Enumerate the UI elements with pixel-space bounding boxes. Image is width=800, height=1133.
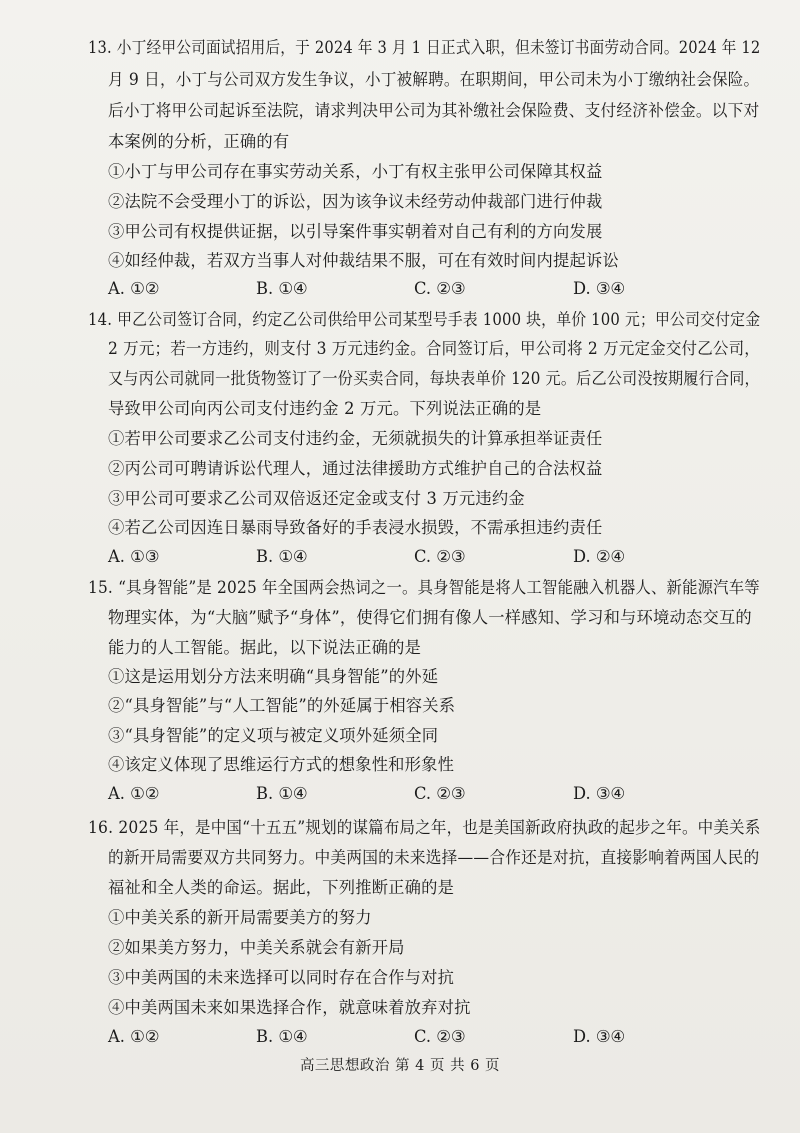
question-15-line-1: 15. “具身智能”是 2025 年全国两会热词之一。具身智能是将人工智能融入机器人、新能源汽车等: [88, 578, 760, 597]
question-13-line-4: 本案例的分析，正确的有: [108, 132, 290, 151]
question-16-option-a: A. ①②: [108, 1027, 160, 1046]
question-14-option-c: C. ②③: [414, 547, 466, 566]
question-14-statement-1: ①若甲公司要求乙公司支付违约金，无须就损失的计算承担举证责任: [108, 429, 603, 448]
question-16-statement-2: ②如果美方努力，中美关系就会有新开局: [108, 938, 405, 957]
question-13-option-b: B. ①④: [256, 279, 308, 298]
question-15-option-c: C. ②③: [414, 784, 466, 803]
question-15-statement-4: ④该定义体现了思维运行方式的想象性和形象性: [108, 755, 455, 774]
question-14-option-d: D. ②④: [573, 547, 626, 566]
question-13-statement-3: ③甲公司有权提供证据，以引导案件事实朝着对自己有利的方向发展: [108, 222, 603, 241]
question-15-option-d: D. ③④: [573, 784, 626, 803]
question-13-statement-1: ①小丁与甲公司存在事实劳动关系，小丁有权主张甲公司保障其权益: [108, 162, 603, 181]
page-footer: 高三思想政治 第 4 页 共 6 页: [299, 1058, 501, 1074]
question-13-line-1: 13. 小丁经甲公司面试招用后，于 2024 年 3 月 1 日正式入职，但未签订书面劳动合同。2024 年 12: [88, 38, 761, 57]
question-15-line-3: 能力的人工智能。据此，以下说法正确的是: [108, 638, 422, 657]
question-14-line-1: 14. 甲乙公司签订合同，约定乙公司供给甲公司某型号手表 1000 块，单价 100 元；甲公司交付定金: [88, 310, 761, 329]
question-15-statement-1: ①这是运用划分方法来明确“具身智能”的外延: [108, 667, 439, 686]
question-14-statement-3: ③甲公司可要求乙公司双倍返还定金或支付 3 万元违约金: [108, 489, 525, 508]
question-13-statement-2: ②法院不会受理小丁的诉讼，因为该争议未经劳动仲裁部门进行仲裁: [108, 192, 603, 211]
question-16-option-d: D. ③④: [573, 1027, 626, 1046]
question-13-line-3: 后小丁将甲公司起诉至法院，请求判决甲公司为其补缴社会保险费、支付经济补偿金。以下对: [108, 101, 760, 120]
question-14-option-a: A. ①③: [108, 547, 160, 566]
question-15-statement-2: ②“具身智能”与“人工智能”的外延属于相容关系: [108, 696, 456, 715]
question-15-option-a: A. ①②: [108, 784, 160, 803]
question-16-statement-3: ③中美两国的未来选择可以同时存在合作与对抗: [108, 968, 455, 987]
question-16-option-c: C. ②③: [414, 1027, 466, 1046]
question-16-line-2: 的新开局需要双方共同努力。中美两国的未来选择——合作还是对抗，直接影响着两国人民的: [108, 848, 760, 867]
question-13-statement-4: ④如经仲裁，若双方当事人对仲裁结果不服，可在有效时间内提起诉讼: [108, 251, 619, 270]
question-13-line-2: 月 9 日，小丁与公司双方发生争议，小丁被解聘。在职期间，甲公司未为小丁缴纳社会保险。: [108, 70, 760, 89]
question-16-line-1: 16. 2025 年，是中国“十五五”规划的谋篇布局之年，也是美国新政府执政的起步之年。中美关系: [88, 818, 761, 837]
question-14-line-3: 又与丙公司就同一批货物签订了一份买卖合同，每块表单价 120 元。后乙公司没按期履行合同，: [108, 369, 760, 388]
question-13-option-c: C. ②③: [414, 279, 466, 298]
question-15-line-2: 物理实体，为“大脑”赋予“身体”，使得它们拥有像人一样感知、学习和与环境动态交互的: [108, 608, 752, 627]
question-14-option-b: B. ①④: [256, 547, 308, 566]
question-15-option-b: B. ①④: [256, 784, 308, 803]
question-14-statement-2: ②丙公司可聘请诉讼代理人，通过法律援助方式维护自己的合法权益: [108, 459, 603, 478]
question-15-statement-3: ③“具身智能”的定义项与被定义项外延须全同: [108, 726, 439, 745]
question-16-option-b: B. ①④: [256, 1027, 308, 1046]
question-14-statement-4: ④若乙公司因连日暴雨导致备好的手表浸水损毁，不需承担违约责任: [108, 518, 603, 537]
question-13-option-d: D. ③④: [573, 279, 626, 298]
question-16-statement-4: ④中美两国未来如果选择合作，就意味着放弃对抗: [108, 998, 471, 1017]
question-14-line-2: 2 万元；若一方违约，则支付 3 万元违约金。合同签订后，甲公司将 2 万元定金交付乙公司，: [108, 339, 760, 358]
question-16-line-3: 福祉和全人类的命运。据此，下列推断正确的是: [108, 878, 455, 897]
question-16-statement-1: ①中美关系的新开局需要美方的努力: [108, 908, 372, 927]
question-13-option-a: A. ①②: [108, 279, 160, 298]
question-14-line-4: 导致甲公司向丙公司支付违约金 2 万元。下列说法正确的是: [108, 399, 542, 418]
